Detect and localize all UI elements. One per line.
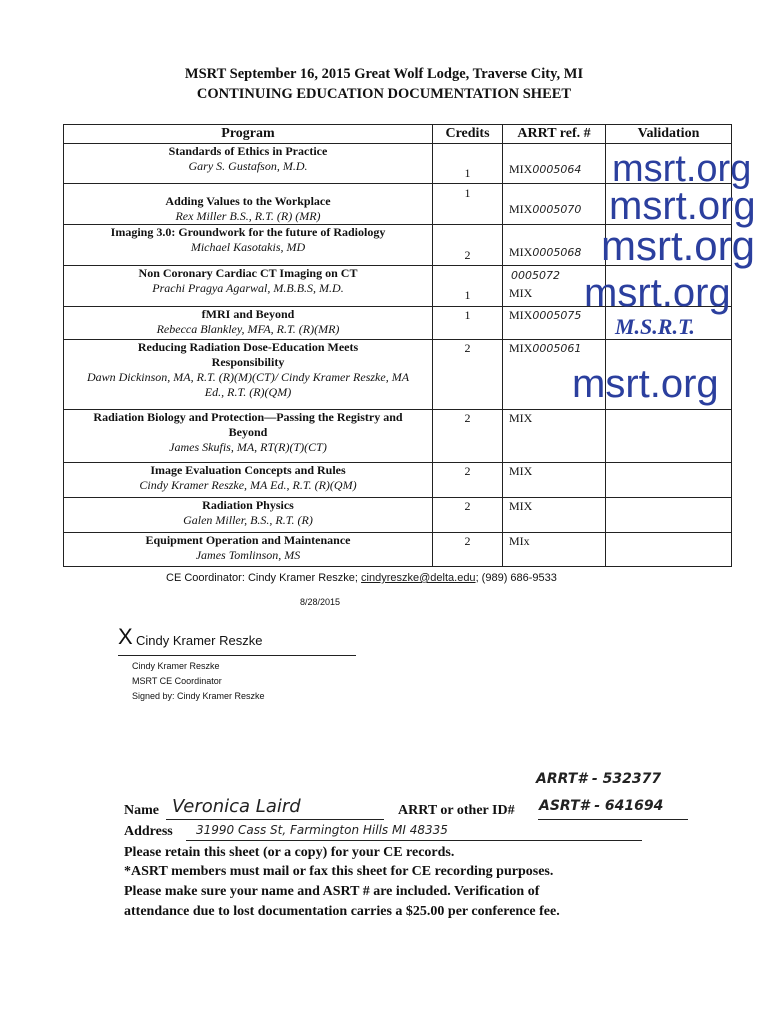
asrt-id-handwritten: ASRT# - 641694 <box>539 798 664 814</box>
program-speaker: Galen Miller, B.S., R.T. (R) <box>183 513 313 527</box>
arrt-prefix: MIX <box>509 286 533 300</box>
signer-title: MSRT CE Coordinator <box>132 676 222 686</box>
arrt-prefix: MIX <box>509 308 533 322</box>
program-speaker: James Tomlinson, MS <box>195 548 301 562</box>
id-label: ARRT or other ID# <box>398 803 515 818</box>
coordinator-label: CE Coordinator: <box>166 572 245 584</box>
arrt-handwritten: 0005064 <box>532 163 582 176</box>
signed-by: Signed by: Cindy Kramer Reszke <box>132 691 265 701</box>
validation-stamp: msrt.org <box>601 222 756 269</box>
arrt-prefix: MIX <box>509 464 533 478</box>
validation-stamp: msrt.org <box>609 184 756 228</box>
coordinator-line <box>166 572 557 584</box>
arrt-header: ARRT ref. # <box>503 125 606 144</box>
validation-stamp: msrt.org <box>584 271 731 315</box>
arrt-prefix: MIX <box>509 341 533 355</box>
arrt-handwritten: 0005061 <box>532 342 582 355</box>
arrt-prefix: MIX <box>509 202 533 216</box>
credits-value: 2 <box>464 464 471 478</box>
document-subtitle: CONTINUING EDUCATION DOCUMENTATION SHEET <box>196 86 572 102</box>
signature-line <box>118 655 356 656</box>
credits-header: Credits <box>433 125 503 144</box>
validation-stamp: M.S.R.T. <box>615 314 695 339</box>
program-speaker: Dawn Dickinson, MA, R.T. (R)(M)(CT)/ Cindy Kramer Reszke, MA Ed., R.T. (R)(QM) <box>86 370 410 399</box>
credits-value: 1 <box>464 186 471 200</box>
signer-name: Cindy Kramer Reszke <box>132 661 220 671</box>
program-title: Image Evaluation Concepts and Rules <box>150 463 346 477</box>
program-speaker: James Skufis, MA, RT(R)(T)(CT) <box>169 440 327 454</box>
program-title: Radiation Physics <box>202 498 294 512</box>
note-verify: Please make sure your name and ASRT # are included. Verification of <box>124 884 540 899</box>
credits-value: 2 <box>464 248 471 262</box>
credits-value: 1 <box>464 308 471 322</box>
name-label: Name <box>124 803 159 818</box>
arrt-handwritten: 0005070 <box>532 203 582 216</box>
program-speaker: Cindy Kramer Reszke, MA Ed., R.T. (R)(QM) <box>139 478 357 492</box>
validation-stamp: msrt.org <box>612 148 752 190</box>
signature-name: Cindy Kramer Reszke <box>136 633 263 648</box>
arrt-prefix: MIX <box>509 499 533 513</box>
program-header: Program <box>64 125 433 144</box>
program-title: Imaging 3.0: Groundwork for the future of Radiology <box>110 225 386 239</box>
arrt-prefix: MIX <box>509 162 533 176</box>
program-title: Non Coronary Cardiac CT Imaging on CT <box>138 266 358 280</box>
document-title: MSRT September 16, 2015 Great Wolf Lodge, Traverse City, MI <box>184 66 584 82</box>
table-row <box>64 533 732 567</box>
credits-value: 2 <box>464 341 471 355</box>
program-speaker: Rex Miller B.S., R.T. (R) (MR) <box>175 209 321 223</box>
program-speaker: Prachi Pragya Agarwal, M.B.B.S, M.D. <box>152 281 344 295</box>
table-row <box>64 463 732 498</box>
arrt-handwritten: 0005075 <box>532 309 582 322</box>
arrt-handwritten: 0005072 <box>511 269 560 282</box>
credits-value: 1 <box>464 166 471 180</box>
validation-header: Validation <box>606 125 732 144</box>
program-speaker: Rebecca Blankley, MFA, R.T. (R)(MR) <box>156 322 340 336</box>
program-speaker: Michael Kasotakis, MD <box>190 240 306 254</box>
program-title: Standards of Ethics in Practice <box>168 144 328 158</box>
arrt-prefix: MIx <box>509 534 530 548</box>
program-title: fMRI and Beyond <box>201 307 295 321</box>
arrt-prefix: MIX <box>509 411 533 425</box>
id-underline <box>538 819 688 820</box>
table-row <box>64 410 732 463</box>
coordinator-phone: ; (989) 686-9533 <box>475 572 557 584</box>
table-row <box>64 498 732 533</box>
note-asrt: *ASRT members must mail or fax this sheet for CE recording purposes. <box>124 864 554 879</box>
arrt-prefix: MIX <box>509 245 533 259</box>
credits-value: 1 <box>464 288 471 302</box>
coordinator-email-link[interactable]: cindyreszke@delta.edu <box>361 572 476 584</box>
validation-stamp: msrt.org <box>572 362 719 406</box>
credits-value: 2 <box>464 411 471 425</box>
program-title: Reducing Radiation Dose-Education Meets Responsibility <box>137 340 359 369</box>
arrt-id-handwritten: ARRT# - 532377 <box>536 771 662 787</box>
credits-value: 2 <box>464 499 471 513</box>
signature-mark: X <box>118 624 133 649</box>
arrt-handwritten: 0005068 <box>532 246 582 259</box>
address-value: 31990 Cass St, Farmington Hills MI 48335 <box>196 823 448 837</box>
credits-value: 2 <box>464 534 471 548</box>
program-speaker: Gary S. Gustafson, M.D. <box>188 159 308 173</box>
address-underline <box>186 840 642 841</box>
table-header-row <box>64 125 732 144</box>
program-title: Adding Values to the Workplace <box>165 194 331 208</box>
name-underline <box>166 819 384 820</box>
note-fee: attendance due to lost documentation carries a $25.00 per conference fee. <box>124 904 560 919</box>
note-retain: Please retain this sheet (or a copy) for your CE records. <box>124 845 455 860</box>
address-label: Address <box>124 824 173 839</box>
sign-date: 8/28/2015 <box>300 597 341 607</box>
name-value: Veronica Laird <box>172 796 301 817</box>
program-title: Equipment Operation and Maintenance <box>145 533 351 547</box>
coordinator-name: Cindy Kramer Reszke; <box>247 572 358 584</box>
program-title: Radiation Biology and Protection—Passing the Registry and Beyond <box>93 410 403 439</box>
